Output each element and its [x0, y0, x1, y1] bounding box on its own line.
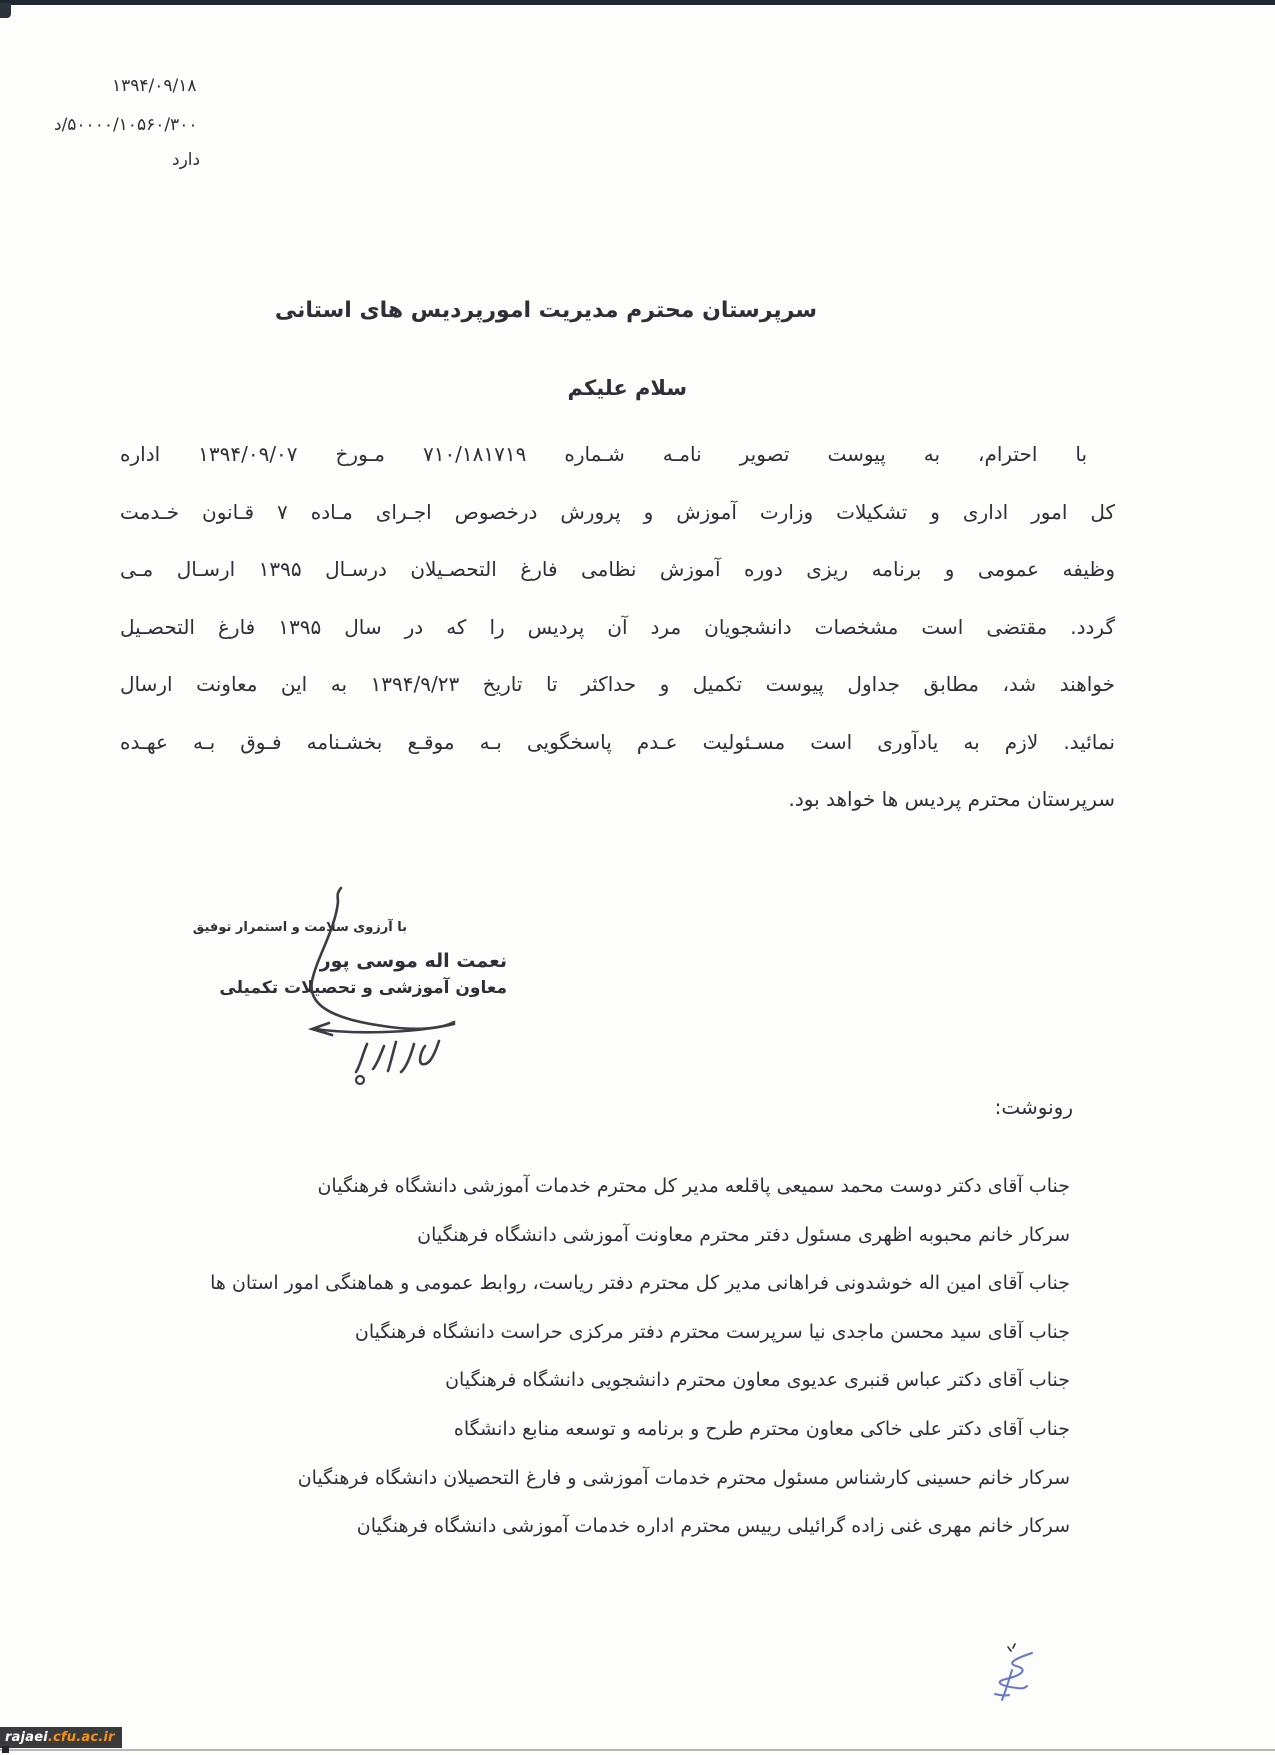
watermark-site-main: rajaei — [5, 1730, 48, 1745]
cc-item: سرکار خانم مهری غنی زاده گرائیلی رییس محترم اداره خدمات آموزشی دانشگاه فرهنگیان — [356, 1515, 1070, 1538]
letter-date: ۱۳۹۴/۰۹/۱۸ — [112, 76, 197, 96]
salutation: سلام علیکم — [567, 376, 687, 400]
signature-scribble — [235, 875, 675, 1115]
cc-item: سرکار خانم محبوبه اظهری مسئول دفتر محترم معاونت آموزشی دانشگاه فرهنگیان — [417, 1223, 1070, 1246]
cc-list — [210, 1162, 1070, 1551]
body-line: سرپرستان محترم پردیس ها خواهد بود. — [788, 787, 1115, 811]
body-line: با احترام، به پیوست تصویر نامـه شـماره ۷۱۰/۱۸۱۷۱۹ مـورخ ۱۳۹۴/۰۹/۰۷ اداره — [120, 442, 1088, 466]
cc-item: جناب آقای امین اله خوشدونی فراهانی مدیر کل محترم دفتر ریاست، روابط عمومی و هماهنگی امور استان ها — [210, 1272, 1070, 1295]
recipient-heading: سرپرستان محترم مدیریت امورپردیس های استانی — [274, 298, 817, 323]
cc-item: جناب آقای دکتر علی خاکی معاون محترم طرح و برنامه و توسعه منابع دانشگاه — [453, 1417, 1070, 1440]
watermark-badge — [0, 1727, 122, 1748]
cc-item: جناب آقای دکتر دوست محمد سمیعی پاقلعه مدیر کل محترم خدمات آموزشی دانشگاه فرهنگیان — [317, 1175, 1070, 1197]
body-line: وظیفه عمومی و برنامه ریزی دوره آموزش نظامی فارغ التحصـیلان درسـال ۱۳۹۵ ارسـال مـی — [120, 557, 1115, 581]
body-line: گردد. مقتضی است مشخصات دانشجویان مرد آن پردیس را که در سال ۱۳۹۵ فارغ التحصـیل — [120, 614, 1115, 639]
signatory-title: معاون آموزشی و تحصیلات تکمیلی — [219, 978, 507, 998]
body-line: خواهند شد، مطابق جداول پیوست تکمیل و حداکثر تا تاریخ ۱۳۹۴/۹/۲۳ به این معاونت ارسال — [120, 672, 1115, 696]
letter-body — [120, 426, 1115, 829]
letter-number: د/۵۰۰۰۰/۱۰۵۶۰/۳۰۰ — [54, 115, 198, 135]
scan-edge-top — [0, 0, 1275, 5]
scan-corner-smudge — [0, 3, 11, 18]
cc-item: جناب آقای دکتر عباس قنبری عدیوی معاون محترم دانشجویی دانشگاه فرهنگیان — [445, 1369, 1070, 1392]
attachment-indicator: دارد — [172, 150, 201, 170]
cc-item: جناب آقای سید محسن ماجدی نیا سرپرست محترم دفتر مرکزی حراست دانشگاه فرهنگیان — [354, 1320, 1070, 1343]
scan-edge-bottom — [0, 1749, 1275, 1751]
watermark-site-rest: .cfu.ac.ir — [47, 1730, 115, 1745]
cc-item: سرکار خانم حسینی کارشناس مسئول محترم خدمات آموزشی و فارغ التحصیلان دانشگاه فرهنگیان — [297, 1466, 1070, 1489]
pen-mark — [975, 1632, 1055, 1712]
signature-wish-line: با آرزوی سلامت و استمرار توفیق — [192, 920, 407, 935]
scan-bottom-dot — [2, 1746, 9, 1753]
body-line: کل امور اداری و تشکیلات وزارت آموزش و پرورش درخصوص اجـرای مـاده ۷ قـانون خـدمت — [120, 499, 1116, 524]
cc-label: رونوشت: — [994, 1095, 1073, 1119]
signatory-name: نعمت اله موسی پور — [319, 950, 507, 972]
body-line: نمائید. لازم به یادآوری است مسـئولیت عـدم پاسخگویی بـه موقـع بخشـنامه فـوق بـه عهـده — [120, 729, 1115, 754]
